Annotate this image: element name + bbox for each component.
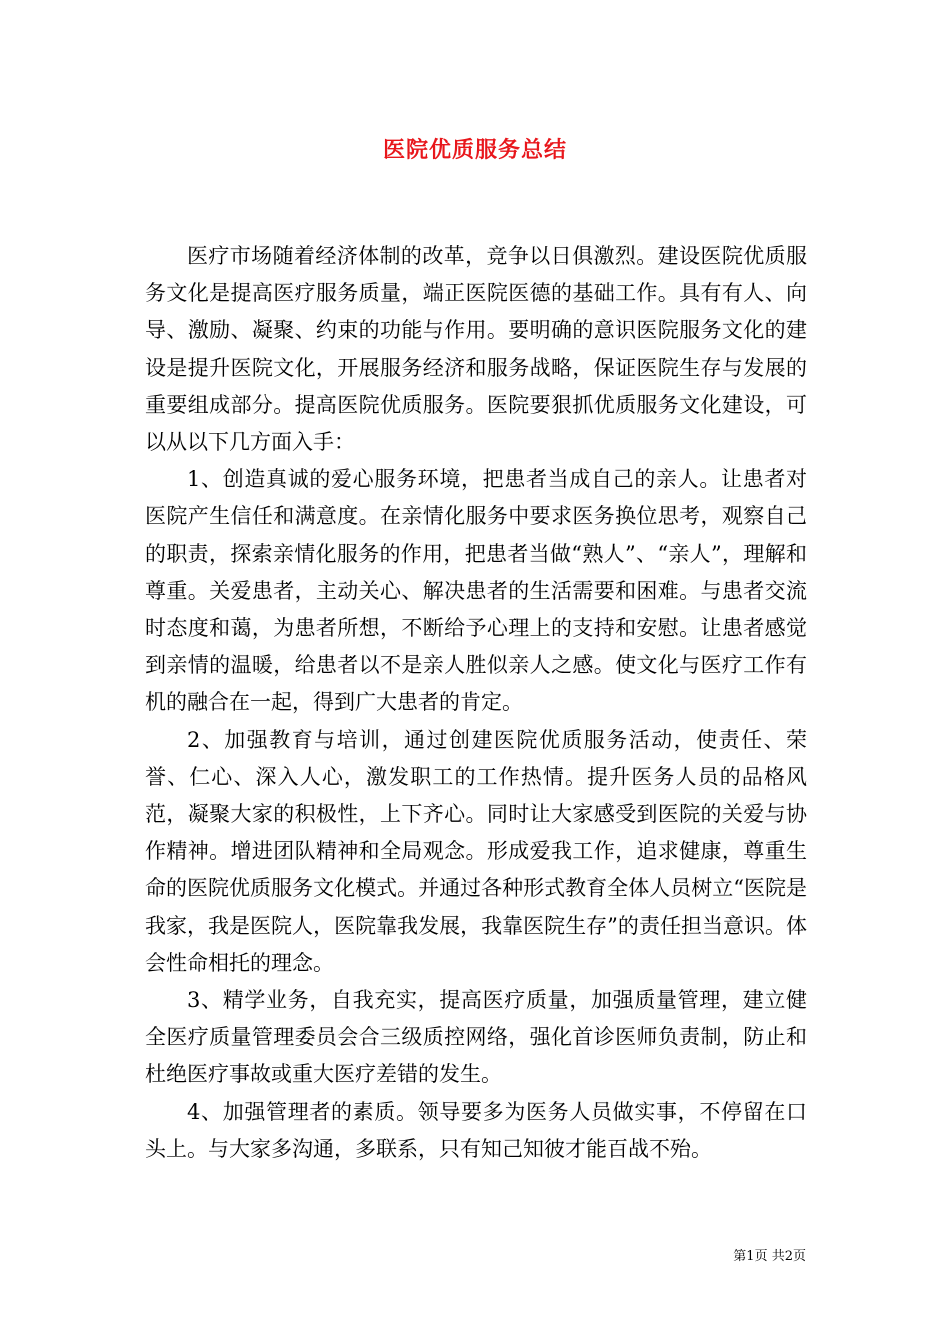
current-page-number: 1	[746, 1249, 755, 1264]
document-title: 医院优质服务总结	[382, 137, 567, 163]
paragraph-2: 2、加强教育与培训，通过创建医院优质服务活动，使责任、荣誉、仁心、深入人心，激发职工的工作热情。提升医务人员的品格风范，凝聚大家的积极性，上下齐心。同时让大家感受到医院的关爱与协作精神。增进团队精神和全局观念。形成爱我工作，追求健康，尊重生命的医院优质服务文化模式。并通过各种形式教育全体人员树立“医院是我家，我是医院人，医院靠我发展，我靠医院生存”的责任担当意识。体会性命相托的理念。	[145, 727, 807, 975]
paragraph-intro: 医疗市场随着经济体制的改革，竞争以日俱激烈。建设医院优质服务文化是提高医疗服务质量，端正医院医德的基础工作。具有有人、向导、激励、凝聚、约束的功能与作用。要明确的意识医院服务文化的建设是提升医院文化，开展服务经济和服务战略，保证医院生存与发展的重要组成部分。提高医院优质服务。医院要狠抓优质服务文化建设，可以从以下几方面入手：	[145, 244, 807, 455]
total-pages-number: 2	[784, 1249, 793, 1264]
page-number-footer	[733, 1248, 806, 1266]
page-mid: 页 共	[754, 1249, 785, 1264]
page-suffix: 页	[792, 1249, 806, 1264]
page-prefix: 第	[733, 1249, 747, 1264]
paragraph-3: 3、精学业务，自我充实，提高医疗质量，加强质量管理，建立健全医疗质量管理委员会合三级质控网络，强化首诊医师负责制，防止和杜绝医疗事故或重大医疗差错的发生。	[145, 988, 807, 1087]
paragraph-4: 4、加强管理者的素质。领导要多为医务人员做实事，不停留在口头上。与大家多沟通，多联系，只有知己知彼才能百战不殆。	[145, 1099, 807, 1161]
paragraph-1: 1、创造真诚的爱心服务环境，把患者当成自己的亲人。让患者对医院产生信任和满意度。在亲情化服务中要求医务换位思考，观察自己的职责，探索亲情化服务的作用，把患者当做“熟人”、“亲人”，理解和尊重。关爱患者，主动关心、解决患者的生活需要和困难。与患者交流时态度和蔼，为患者所想，不断给予心理上的支持和安慰。让患者感觉到亲情的温暖，给患者以不是亲人胜似亲人之感。使文化与医疗工作有机的融合在一起，得到广大患者的肯定。	[145, 467, 807, 715]
document-body	[145, 238, 807, 1168]
